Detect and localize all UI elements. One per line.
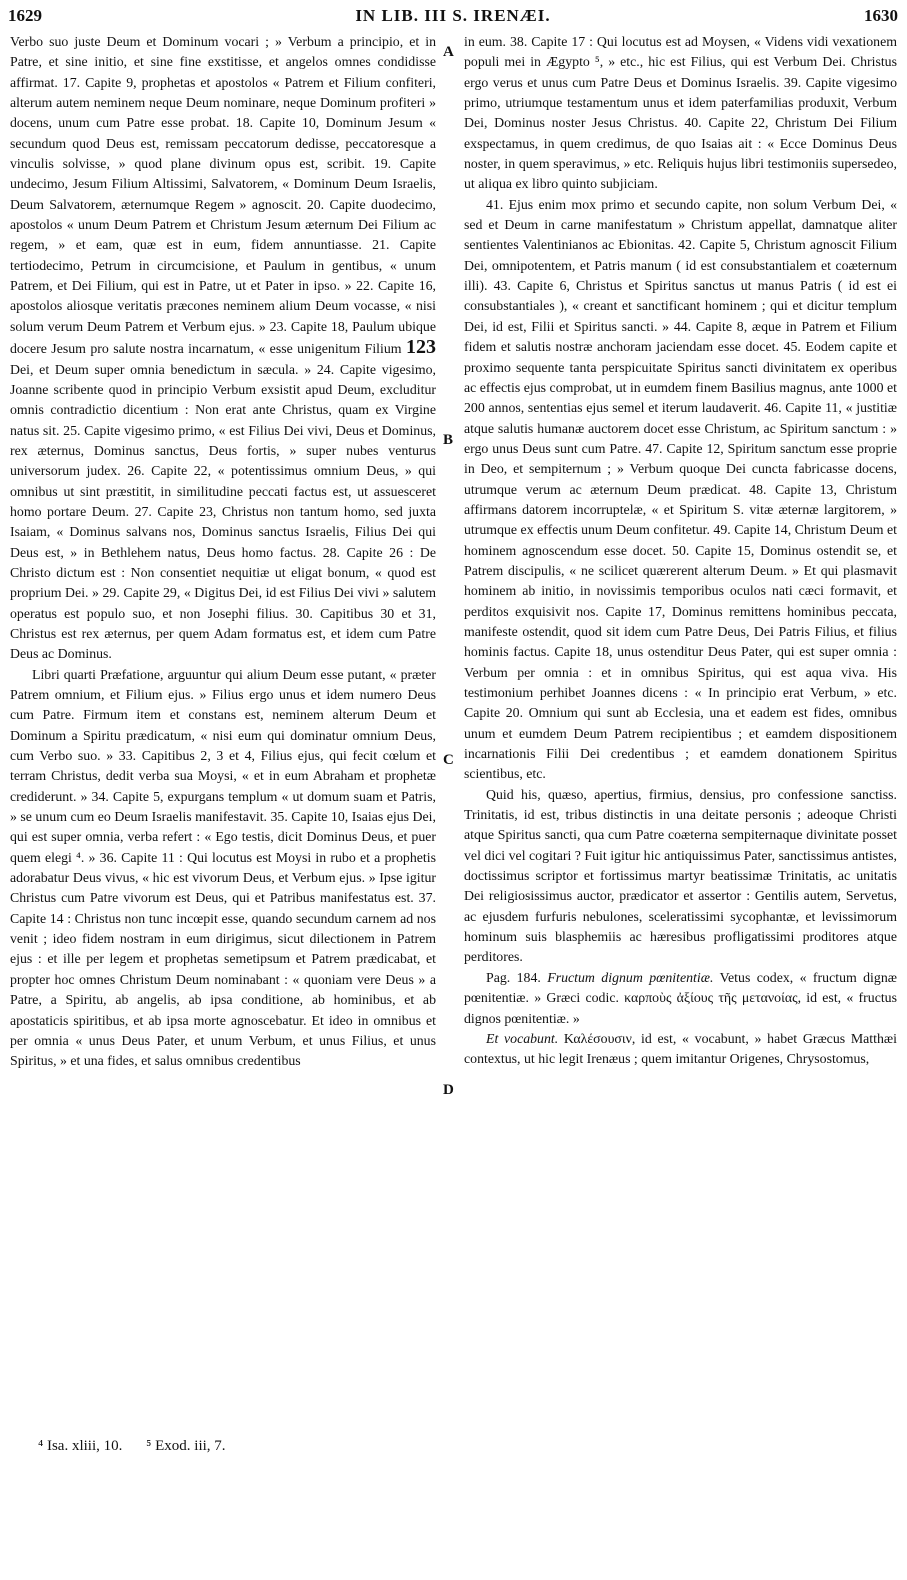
lemma-italic-2: Et vocabunt. — [486, 1030, 559, 1046]
left-paragraph-1-part-b: Dei, et Deum super omnia benedictum in sæcula. » 24. Capite vigesimo, Joanne scribente quod in principio Verbum exsistit apud Deum, excluditur omnis contradictio dicentium : Non erat ante Christus, quam ex Virgine natus sit. 25. Capite vigesimo primo, « est Filius Dei vivi, Deus et Dominus, rex æternus, Dominus sanctus, Deus fortis, » super nubes venturus universorum judex. 26. Capite 22, « potentissimus omnium Deus, » qui omnibus ut sint præstitit, in similitudine peccati factus est, ut assuesceret homo portare Deum. 27. Capite 23, Christus non tantum homo, sed juxta Isaiam, « Dominus salvans nos, Dominus sanctus Israelis, Filius Dei qui Deus est, » in Bethlehem natus, Deus homo factus. 28. Capite 26 : De Christo dictum est : Non consentiet nequitiæ ut eligat bonum, « quod est proprium Dei. » 29. Capite 29, « Digitus Dei, id est Filius Dei vivi » salutem operatus est populo suo, et non Josephi filius. 30. Capitibus 30 et 31, Christus est rex æternus, per quem Adam formatus est, et idem cum Patre Deus ac Dominus. — [10, 361, 436, 662]
section-marker-c: C — [443, 752, 454, 768]
page-reference: Pag. 184. — [486, 969, 541, 985]
right-paragraph-5-text: Καλέσουσιν, id est, « vocabunt, » habet Græcus Matthæi contextus, ut hic legit Irenæus ; quem imitantur Origenes, Chrysostomus, — [464, 1030, 897, 1067]
lemma-italic: Fructum dignum pœnitentiæ. — [547, 969, 714, 985]
footnotes — [38, 1438, 246, 1455]
running-title: IN LIB. III S. IRENÆI. — [355, 6, 551, 25]
section-marker-d: D — [443, 1082, 454, 1098]
right-paragraph-2: 41. Ejus enim mox primo et secundo capite, non solum Verbum Dei, « sed et Deum in carne manifestatum » Christum appellat, damnatque aliter sentientes Valentinianos ac Ebionitas. 42. Capite 5, Christum agnoscit Filium Dei, omnipotentem, et Patris manum ( id est consubstantialem et coæternum illi). 43. Capite 6, Christus et Spiritus sanctus ut manus Patris ( id est ei consubstantiales ), « creant et sanctificant hominem ; qui et dicitur templum Dei, id est, Filii et Spiritus sancti. » 44. Capite 8, æque in Patrem et Filium fidem et salutis nostræ anchoram jaciendam esse docet. 45. Eodem capite et proximo sequente tanta perspicuitate Spiritus sancti divinitatem ex operibus ac effectis ejus comprobat, ut in eumdem finem Basilius magnus, ante 1000 et 200 annos, sententias ejus semel et iterum laudaverit. 46. Capite 11, « justitiæ atque salutis humanæ auctorem docet esse Christum, ac Spiritum sanctum : » ergo unus Deus sunt cum Patre. 47. Capite 12, Spiritum sanctum esse proprie in Deo, et sempiternum ; » Verbum quoque Dei cuncta fabricasse docens, utrumque verum ac æternum Deum prædicat. 48. Capite 13, Christum affirmans datorem incorruptelæ, « et Spiritum S. vitæ æternæ largitorem, » utrumque ex effectis unum Deum confitetur. 49. Capite 14, Christum Deum et hominem agnoscendum esse docet. 50. Capite 15, Dominus ostendit se, et Patrem discipulis, « ne scilicet quærerent alterum Deum. » Et qui plasmavit hominem ab initio, in novissimis temporibus oculos nati cæci formavit, et perditos exquisivit nos. Capite 17, Dominus remittens hominibus peccata, manifeste ostendit, quod sit idem cum Patre Deus, Dei Patris Filius, et filius hominis factus. Capite 18, unus ostenditur Deus Pater, qui est super omnia : Verbum per omnia : et in omnibus Spiritus, qui est aqua viva. His testimonium perhibet Joannes dicens : « In principio erat Verbum, » etc. Capite 20. Omnium qui sunt ab Ecclesia, una et eadem est fides, omnibus unum et eumdem Deum Patrem recipientibus ; et eamdem dispositionem incarnationis Filii Dei credentibus ; et eamdem donationem Spiritus scientibus, etc. — [464, 196, 897, 782]
right-paragraph-4 — [464, 968, 897, 1029]
footnote-5: ⁵ Exod. iii, 7. — [146, 1438, 226, 1454]
page-number-right: 1630 — [864, 6, 898, 25]
margin-page-number: 123 — [405, 336, 436, 359]
right-column — [464, 32, 897, 1070]
page-number-left: 1629 — [8, 6, 42, 25]
section-marker-b: B — [443, 432, 454, 448]
left-paragraph-1 — [10, 32, 436, 665]
footnote-4: ⁴ Isa. xliii, 10. — [38, 1438, 123, 1454]
right-paragraph-3: Quid his, quæso, apertius, firmius, densius, pro confessione sanctiss. Trinitatis, id est, tribus distinctis in una deitate personis ; adeoque Christi atque Spiritus sancti, qua cum Patre coæterna sempiternaque divinitate posset vel dici vel cogitari ? Fuit igitur hic antiquissimus Pater, sanctissimus antistes, doctissimus scriptor et fortissimus martyr beatissimæ Trinitatis, ac unitatis Dei religiosissimus auctor, prædicator et assertor : Gentilis autem, Servetus, ac ejusdem furfuris nebulones, sceleratissimi sycophantæ, et levissimorum hominum suis blasphemiis ac hæresibus profligatissimi proditores atque perditores. — [464, 786, 897, 965]
left-paragraph-2: Libri quarti Præfatione, arguuntur qui alium Deum esse putant, « præter Patrem omnium, et Filium ejus. » Filius ergo unus et idem numero Deus cum Patre. Firmum item et constans est, neminem alterum Deum et Dominum a Spiritu prædicatum, « nisi eum qui dominatur omnium Deus, cum Verbo suo. » 33. Capitibus 2, 3 et 4, Filius ejus, qui fecit cœlum et terram Christus, dedit verba sua Moysi, « et in eum Abraham et prophetæ crediderunt. » 34. Capite 5, expurgans templum « ut domum suam et Patris, » se unum cum eo Deum Israelis manifestavit. 35. Capite 10, Isaias ejus Dei, qui est super omnia, verba refert : « Ego testis, dicit Dominus Deus, et puer quem elegi ⁴. » 36. Capite 11 : Qui locutus est Moysi in rubo et a prophetis adorabatur Deus vivus, « hic est vivorum Deus, et Verbum ejus. » Ipse igitur Christus cum Patre vivorum est Deus, qui et Patribus manifestatus est. 37. Capite 14 : Christus non tunc incœpit esse, quando secundum carnem ad nos venit ; ideo fidem nostram in eum dirigimus, sicut dilectionem in Patrem ejus : et ille per legem et prophetas semetipsum et Patrem prædicabat, et propter hoc omnes Christum Deum nominabant : « quoniam vere Deus » a Patre, a Spiritu, ab angelis, ab ipsa conditione, ab hominibus, et ab apostaticis spiritibus, et ab ipsa morte agnoscebatur. Et ideo in omnibus et per omnia « unus Deus Pater, et unum Verbum, et unus Filius, et unus Spiritus, » et una fides, et salus omnibus credentibus — [10, 666, 436, 1069]
left-column — [10, 32, 436, 1072]
right-paragraph-4-text: Vetus codex, « fructum dignæ pœnitentiæ. » Græci codic. καρποὺς ἀξίους τῆς μετανοίας, id est, « fructus dignos pœnitentiæ. » — [464, 969, 897, 1026]
right-paragraph-5 — [464, 1029, 897, 1070]
section-marker-a: A — [443, 44, 454, 60]
right-paragraph-1: in eum. 38. Capite 17 : Qui locutus est ad Moysen, « Videns vidi vexationem populi mei in Ægypto ⁵, » etc., hic est Filius, qui est Verbum Dei. Christus ergo verus et unus cum Patre Deus et Dominus Israelis. 39. Capite vigesimo primo, utriumque testamentum unus et idem paterfamilias produxit, Verbum Dei, Dominus noster Jesus Christus. 40. Capite 22, Christum Dei Filium exspectamus, in quem credimus, de quo Isaias ait : « Ecce Dominus Deus noster, in quem speravimus, » etc. Reliquis hujus libri testimoniis supersedeo, ut aliqua ex libro quinto subjiciam. — [464, 34, 897, 192]
page-header — [8, 6, 898, 32]
left-paragraph-1-part-a: Verbo suo juste Deum et Dominum vocari ; » Verbum a principio, et in Patre, et sine initio, et sine fine exstitisse, et angelos omnes condidisse affirmat. 17. Capite 9, prophetas et apostolos « Patrem et Filium confiteri, alterum autem neminem neque Deum nominare, neque Dominum profiteri » docens, unum cum Patre esse probat. 18. Capite 10, Dominum Jesum « secundum quod Deus est, remissam peccatorum dedisse, peccatoresque a vinculis solvisse, » quod plane divinum opus est, scribit. 19. Capite undecimo, Jesum Filium Altissimi, Salvatorem, « Dominum Deum Israelis, Deum Salvatorem, æternumque Regem » agnoscit. 20. Capite duodecimo, apostolos « unum Deum Patrem et Christum Jesum æternum Dei Filium ac regem, » et eam, quæ est in eum, fidem annuntiasse. 21. Capite tertiodecimo, Petrum in circumcisione, et Paulum in gentibus, « unum Patrem, et Dei Filium, qui est in Patre, ut et Pater in ipso. » 22. Capite 16, apostolos aliosque veritatis præcones neminem alium Deum vocasse, « nisi solum verum Deum Patrem et Verbum ejus. » 23. Capite 18, Paulum ubique docere Jesum pro salute nostra incarnatum, « esse unigenitum Filium — [10, 34, 436, 357]
